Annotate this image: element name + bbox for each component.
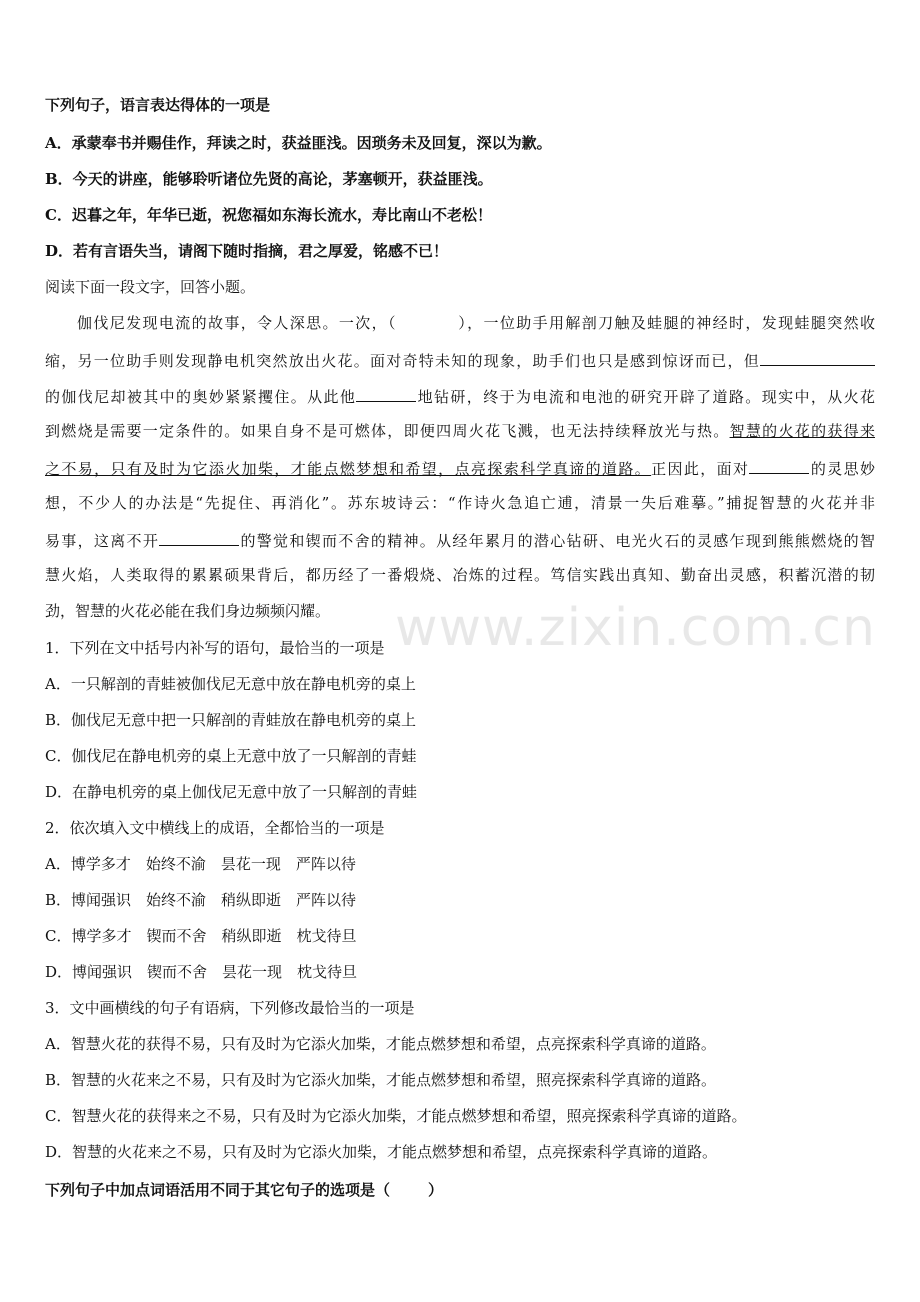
option-a: A．博学多才 始终不渝 昙花一现 严阵以待 <box>45 855 356 873</box>
passage-line: 到燃烧是需要一定条件的。如果自身不是可燃体，即便四周火花飞溅，也无法持续释放光与热。智慧的火花的获得来 <box>45 422 875 440</box>
option-a: A．智慧火花的获得不易，只有及时为它添火加柴，才能点燃梦想和希望，点亮探索科学真谛的道路。 <box>45 1035 716 1053</box>
question-stem: 下列句子，语言表达得体的一项是 <box>45 96 271 114</box>
passage-line: 的伽伐尼却被其中的奥妙紧紧攫住。从此他 地钻研，终于为电流和电池的研究开辟了道路。现实中，从火花 <box>45 385 875 407</box>
option-a: A．一只解剖的青蛙被伽伐尼无意中放在静电机旁的桌上 <box>45 675 416 693</box>
option-d: D．博闻强识 锲而不舍 昙花一现 枕戈待旦 <box>45 963 358 981</box>
option-b: B．博闻强识 始终不渝 稍纵即逝 严阵以待 <box>45 891 357 909</box>
question-stem: 2．依次填入文中横线上的成语，全都恰当的一项是 <box>45 819 385 837</box>
fill-blank <box>749 457 809 474</box>
passage-line: 慧火焰，人类取得的累累硕果背后，都历经了一番煅烧、冶炼的过程。笃信实践出真知、勤奋出灵感，积蓄沉潜的韧 <box>45 566 875 584</box>
option-b: B．伽伐尼无意中把一只解剖的青蛙放在静电机旁的桌上 <box>45 711 417 729</box>
question-stem: 1．下列在文中括号内补写的语句，最恰当的一项是 <box>45 639 385 657</box>
option-d: D．若有言语失当，请阁下随时指摘，君之厚爱，铭感不已！ <box>45 242 449 260</box>
option-c: C．伽伐尼在静电机旁的桌上无意中放了一只解剖的青蛙 <box>45 747 417 765</box>
question-stem: 下列句子中加点词语活用不同于其它句子的选项是（ ） <box>45 1181 444 1199</box>
option-a: A．承蒙奉书并赐佳作，拜读之时，获益匪浅。因琐务未及回复，深以为歉。 <box>45 134 552 152</box>
passage-line: 伽伐尼发现电流的故事，令人深思。一次，（ ），一位助手用解剖刀触及蛙腿的神经时，发现蛙腿突然收 <box>77 314 875 332</box>
option-c: C．迟暮之年，年华已逝，祝您福如东海长流水，寿比南山不老松！ <box>45 206 492 224</box>
passage-line: 想，不少人的办法是“先捉住、再消化”。苏东坡诗云：“作诗火急追亡逋，清景一失后难摹。”捕捉智慧的火花并非 <box>45 494 875 512</box>
option-c: C．智慧火花的获得来之不易，只有及时为它添火加柴，才能点燃梦想和希望，照亮探索科学真谛的道路。 <box>45 1107 747 1125</box>
option-d: D．在静电机旁的桌上伽伐尼无意中放了一只解剖的青蛙 <box>45 783 418 801</box>
option-b: B．智慧的火花来之不易，只有及时为它添火加柴，才能点燃梦想和希望，照亮探索科学真谛的道路。 <box>45 1071 717 1089</box>
passage-line: 易事，这离不开 的警觉和锲而不舍的精神。从经年累月的潜心钻研、电光火石的灵感乍现到熊熊燃烧的智 <box>45 529 875 551</box>
passage-line: 之不易，只有及时为它添火加柴，才能点燃梦想和希望，点亮探索科学真谛的道路。正因此，面对 的灵思妙 <box>45 457 875 479</box>
fill-blank <box>159 529 239 546</box>
option-c: C．博学多才 锲而不舍 稍纵即逝 枕戈待旦 <box>45 927 357 945</box>
fill-blank <box>760 349 875 366</box>
underlined-sentence: 智慧的火花的获得来 <box>729 422 875 440</box>
passage-line: 缩，另一位助手则发现静电机突然放出火花。面对奇特未知的现象，助手们也只是感到惊讶而已，但 <box>45 349 875 371</box>
underlined-sentence: 之不易，只有及时为它添火加柴，才能点燃梦想和希望，点亮探索科学真谛的道路。 <box>45 460 652 478</box>
option-b: B．今天的讲座，能够聆听诸位先贤的高论，茅塞顿开，获益匪浅。 <box>45 170 493 188</box>
option-d: D．智慧的火花来之不易，只有及时为它添火加柴，才能点燃梦想和希望，点亮探索科学真谛的道路。 <box>45 1143 718 1161</box>
passage-line: 劲，智慧的火花必能在我们身边频频闪耀。 <box>45 602 331 620</box>
reading-intro: 阅读下面一段文字，回答小题。 <box>45 278 256 296</box>
question-stem: 3．文中画横线的句子有语病，下列修改最恰当的一项是 <box>45 999 415 1017</box>
watermark: www.zixin.com.cn <box>395 598 876 658</box>
fill-blank <box>356 385 416 402</box>
